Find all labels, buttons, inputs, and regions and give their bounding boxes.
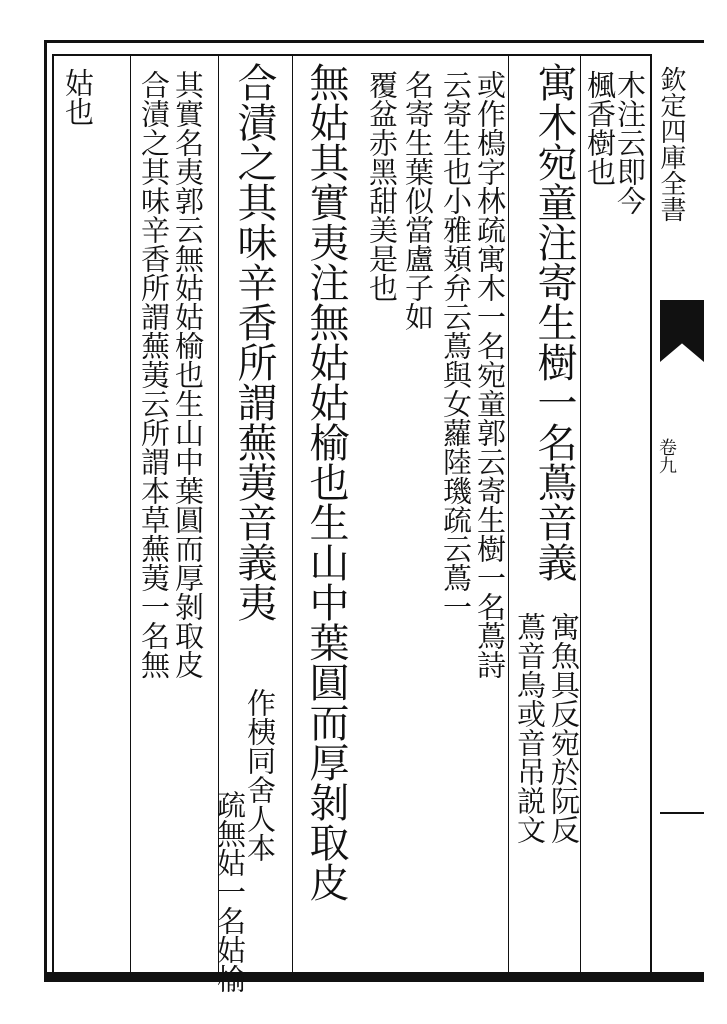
commentary-column: 云寄生也小雅頍弁云蔦與女蘿陸璣疏云蔦一 bbox=[439, 70, 473, 621]
main-text-column: 無姑其實夷注無姑姑榆也生山中葉圓而厚剝取皮 bbox=[303, 62, 349, 902]
commentary-column: 作桋同舍人本 bbox=[243, 688, 277, 862]
text-column: 姑也 bbox=[61, 68, 95, 126]
commentary-column: 蔦音鳥或音吊説文 bbox=[513, 612, 547, 844]
book-title: 欽定四庫全書 bbox=[656, 66, 686, 222]
lower-fishtail-icon bbox=[660, 812, 704, 834]
commentary-column: 寓魚具反宛於阮反 bbox=[547, 612, 581, 844]
main-text-column: 寓木宛童注寄生樹一名蔦音義 bbox=[531, 62, 577, 582]
column-rule bbox=[508, 56, 509, 974]
commentary-column: 覆盆赤黑甜美是也 bbox=[365, 70, 399, 302]
commentary-column: 合漬之其味辛香所謂蕪荑云所謂本草蕪荑一名無 bbox=[137, 70, 171, 679]
text-column: 楓香樹也 bbox=[583, 70, 617, 186]
commentary-column: 其實名夷郭云無姑姑榆也生山中葉圓而厚剝取皮 bbox=[171, 70, 205, 679]
bottom-frame-bar bbox=[44, 972, 704, 980]
commentary-column: 疏無姑一名姑榆 bbox=[213, 790, 247, 993]
column-rule bbox=[130, 56, 131, 974]
column-rule bbox=[292, 56, 293, 974]
main-text-column: 合漬之其味辛香所謂蕪荑音義夷 bbox=[231, 62, 277, 622]
juan-number: 卷九 bbox=[656, 438, 677, 474]
commentary-column: 或作樢字林疏寓木一名宛童郭云寄生樹一名蔦詩 bbox=[473, 70, 507, 679]
commentary-column: 名寄生葉似當盧子如 bbox=[401, 70, 435, 331]
text-column: 木注云即今 bbox=[613, 70, 647, 215]
